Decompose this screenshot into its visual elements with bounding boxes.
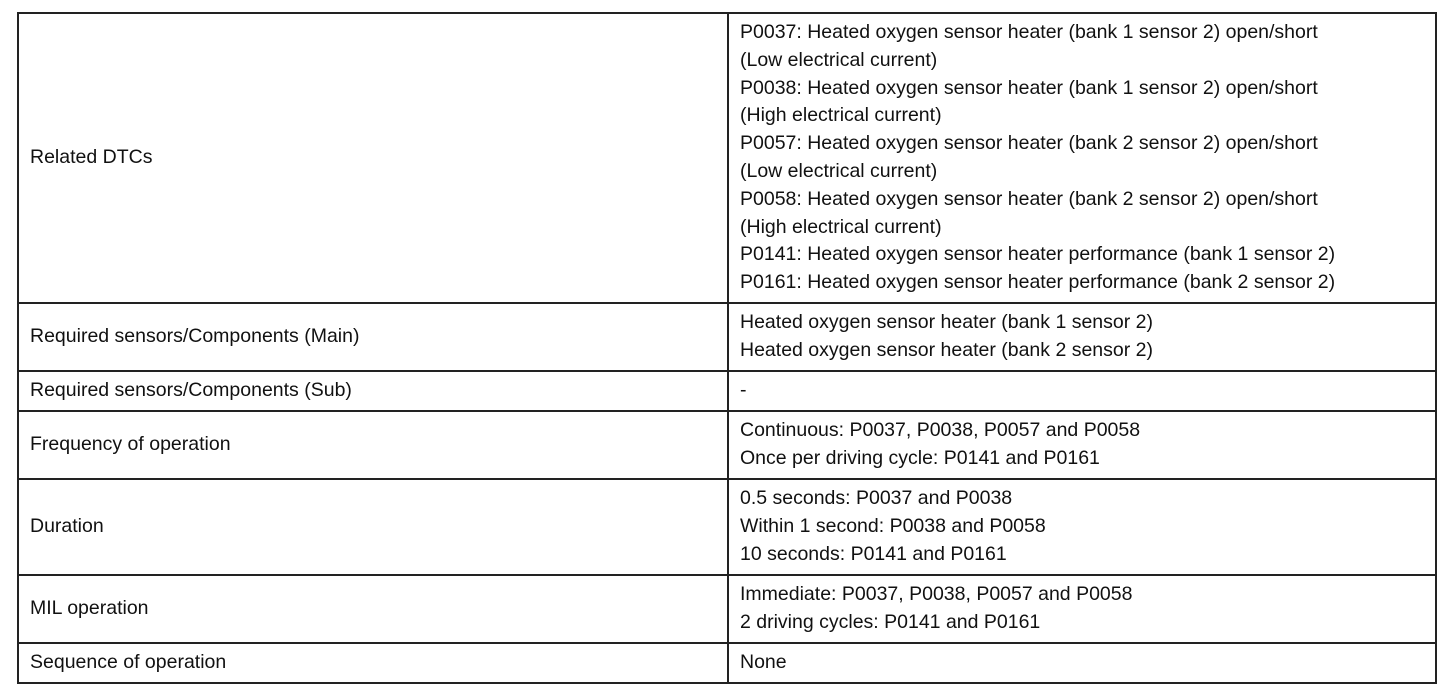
row-label: Frequency of operation xyxy=(18,411,728,479)
value-line: P0161: Heated oxygen sensor heater performance (bank 2 sensor 2) xyxy=(740,271,1336,294)
row-label: Required sensors/Components (Sub) xyxy=(18,371,728,411)
table-row-related-dtcs xyxy=(18,13,1436,303)
table-row-required-components-main xyxy=(18,303,1436,371)
table-row-sequence-of-operation xyxy=(18,643,1436,683)
row-label: Duration xyxy=(18,479,728,575)
value-line: (Low electrical current) xyxy=(740,48,938,71)
table-row-frequency-of-operation xyxy=(18,411,1436,479)
row-value xyxy=(728,303,1436,371)
value-line: 0.5 seconds: P0037 and P0038 xyxy=(740,487,1013,510)
table-row-required-components-sub xyxy=(18,371,1436,411)
table-row-mil-operation xyxy=(18,575,1436,643)
row-value xyxy=(728,371,1436,411)
row-value xyxy=(728,643,1436,683)
value-line: P0058: Heated oxygen sensor heater (bank 2 sensor 2) open/short xyxy=(740,187,1318,210)
row-value xyxy=(728,411,1436,479)
value-line: Continuous: P0037, P0038, P0057 and P0058 xyxy=(740,419,1141,442)
value-line: P0037: Heated oxygen sensor heater (bank 1 sensor 2) open/short xyxy=(740,21,1318,44)
row-label: Required sensors/Components (Main) xyxy=(18,303,728,371)
row-value xyxy=(728,13,1436,303)
value-line: Within 1 second: P0038 and P0058 xyxy=(740,515,1046,538)
table-row-duration xyxy=(18,479,1436,575)
value-line: 10 seconds: P0141 and P0161 xyxy=(740,542,1007,565)
value-line: P0057: Heated oxygen sensor heater (bank 2 sensor 2) open/short xyxy=(740,132,1318,155)
value-line: (High electrical current) xyxy=(740,104,942,127)
value-line: (Low electrical current) xyxy=(740,160,938,182)
value-line: P0141: Heated oxygen sensor heater performance (bank 1 sensor 2) xyxy=(740,243,1336,266)
value-line: None xyxy=(740,651,787,674)
row-label: MIL operation xyxy=(18,575,728,643)
value-line: 2 driving cycles: P0141 and P0161 xyxy=(740,611,1041,633)
value-line: Heated oxygen sensor heater (bank 2 sensor 2) xyxy=(740,339,1153,361)
value-line: P0038: Heated oxygen sensor heater (bank 1 sensor 2) open/short xyxy=(740,76,1318,99)
value-line: (High electrical current) xyxy=(740,215,942,238)
row-label: Related DTCs xyxy=(18,13,728,303)
row-value xyxy=(728,575,1436,643)
value-line: Heated oxygen sensor heater (bank 1 sensor 2) xyxy=(740,311,1153,334)
value-line: - xyxy=(740,379,747,402)
value-line: Immediate: P0037, P0038, P0057 and P0058 xyxy=(740,583,1133,606)
row-label: Sequence of operation xyxy=(18,643,728,683)
row-value xyxy=(728,479,1436,575)
monitor-spec-table xyxy=(17,12,1437,684)
value-line: Once per driving cycle: P0141 and P0161 xyxy=(740,447,1100,469)
